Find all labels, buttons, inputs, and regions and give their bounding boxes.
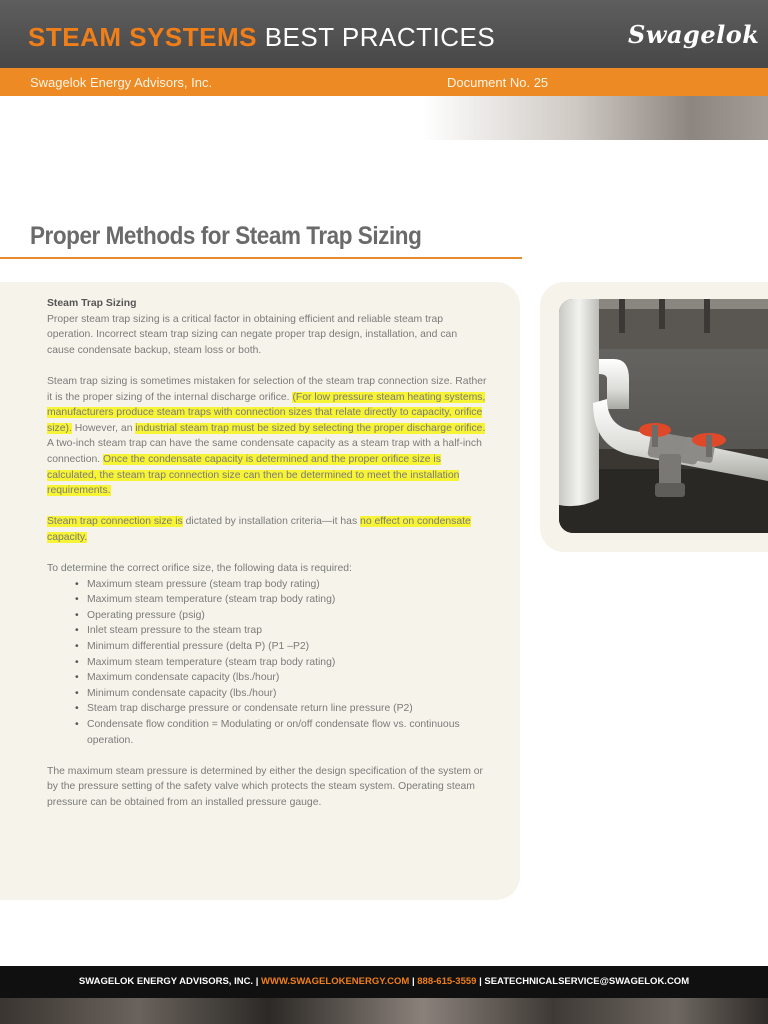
decorative-gradient-band xyxy=(0,96,768,140)
highlighted-text: (For low pressure steam heating systems, manufacturers produce steam traps with connection sizes that relate directly to capacity, orifice size). xyxy=(47,391,486,434)
paragraph-intro: Proper steam trap sizing is a critical factor in obtaining efficient and reliable steam trap operation. Incorrect steam trap sizing can negate proper trap design, installation, and can cause condensate backup, steam loss or both. xyxy=(47,313,458,356)
page-title: Proper Methods for Steam Trap Sizing xyxy=(30,222,422,250)
footer-contact-line xyxy=(0,976,768,987)
paragraph-connection-size xyxy=(47,514,487,545)
footer-separator: | xyxy=(476,976,485,987)
requirements-list xyxy=(75,577,487,749)
title-divider xyxy=(0,257,522,259)
list-item: • Minimum differential pressure (delta P) (P1 –P2) xyxy=(75,639,487,655)
document-number: Document No. 25 xyxy=(447,75,549,90)
footer-email-link[interactable]: SEATECHNICALSERVICE@SWAGELOK.COM xyxy=(484,976,690,987)
highlighted-text: industrial steam trap must be sized by selecting the proper discharge orifice. xyxy=(135,422,486,434)
article-body xyxy=(47,296,487,826)
series-title xyxy=(28,22,495,53)
paragraph-requirements-intro: To determine the correct orifice size, the following data is required: xyxy=(47,563,352,575)
footer-decorative-image xyxy=(0,998,768,1024)
highlighted-text: Steam trap connection size is xyxy=(47,516,183,528)
text-run: However, an xyxy=(71,422,136,434)
footer-website-link[interactable]: WWW.SWAGELOKENERGY.COM xyxy=(261,976,410,987)
company-name: Swagelok Energy Advisors, Inc. xyxy=(30,75,213,90)
list-item: • Condensate flow condition = Modulating or on/off condensate flow vs. continuous operation. xyxy=(75,717,487,748)
text-run: Steam trap sizing is sometimes mistaken for selection of the steam trap connection size. Rather it is the proper sizing of the internal discharge orifice. xyxy=(47,375,487,403)
series-title-accent: STEAM SYSTEMS xyxy=(28,22,257,52)
list-item: • Maximum steam temperature (steam trap body rating) xyxy=(75,592,487,608)
footer-separator: | xyxy=(253,976,262,987)
list-item: • Operating pressure (psig) xyxy=(75,608,487,624)
highlighted-text: no effect on condensate capacity. xyxy=(47,516,471,543)
list-item: • Maximum steam temperature (steam trap body rating) xyxy=(75,655,487,671)
list-item: • Maximum steam pressure (steam trap body rating) xyxy=(75,577,487,593)
list-item: • Minimum condensate capacity (lbs./hour) xyxy=(75,686,487,702)
highlighted-text: Once the condensate capacity is determined and the proper orifice size is calculated, the steam trap connection size can then be determined to meet the installation requirements. xyxy=(47,453,460,497)
footer-company: SWAGELOK ENERGY ADVISORS, INC. xyxy=(78,976,254,987)
list-item: • Maximum condensate capacity (lbs./hour) xyxy=(75,670,487,686)
footer-phone: 888-615-3559 xyxy=(417,976,477,987)
paragraph-orifice xyxy=(47,374,487,499)
text-run: dictated by installation criteria—it has xyxy=(182,516,361,528)
list-item: • Steam trap discharge pressure or condensate return line pressure (P2) xyxy=(75,701,487,717)
list-item: • Inlet steam pressure to the steam trap xyxy=(75,623,487,639)
section-heading: Steam Trap Sizing xyxy=(47,298,137,309)
swagelok-logo: Swagelok xyxy=(628,20,760,49)
footer-separator: | xyxy=(409,976,418,987)
series-title-rest: BEST PRACTICES xyxy=(256,22,496,52)
steam-trap-photo xyxy=(559,299,768,533)
text-run: A two-inch steam trap can have the same condensate capacity as a steam trap with a half-inch connection. xyxy=(47,438,482,465)
paragraph-pressure: The maximum steam pressure is determined by either the design specification of the system or by the pressure setting of the safety valve which protects the steam system. Operating steam pressure can be obtained from an installed pressure gauge. xyxy=(47,765,484,808)
